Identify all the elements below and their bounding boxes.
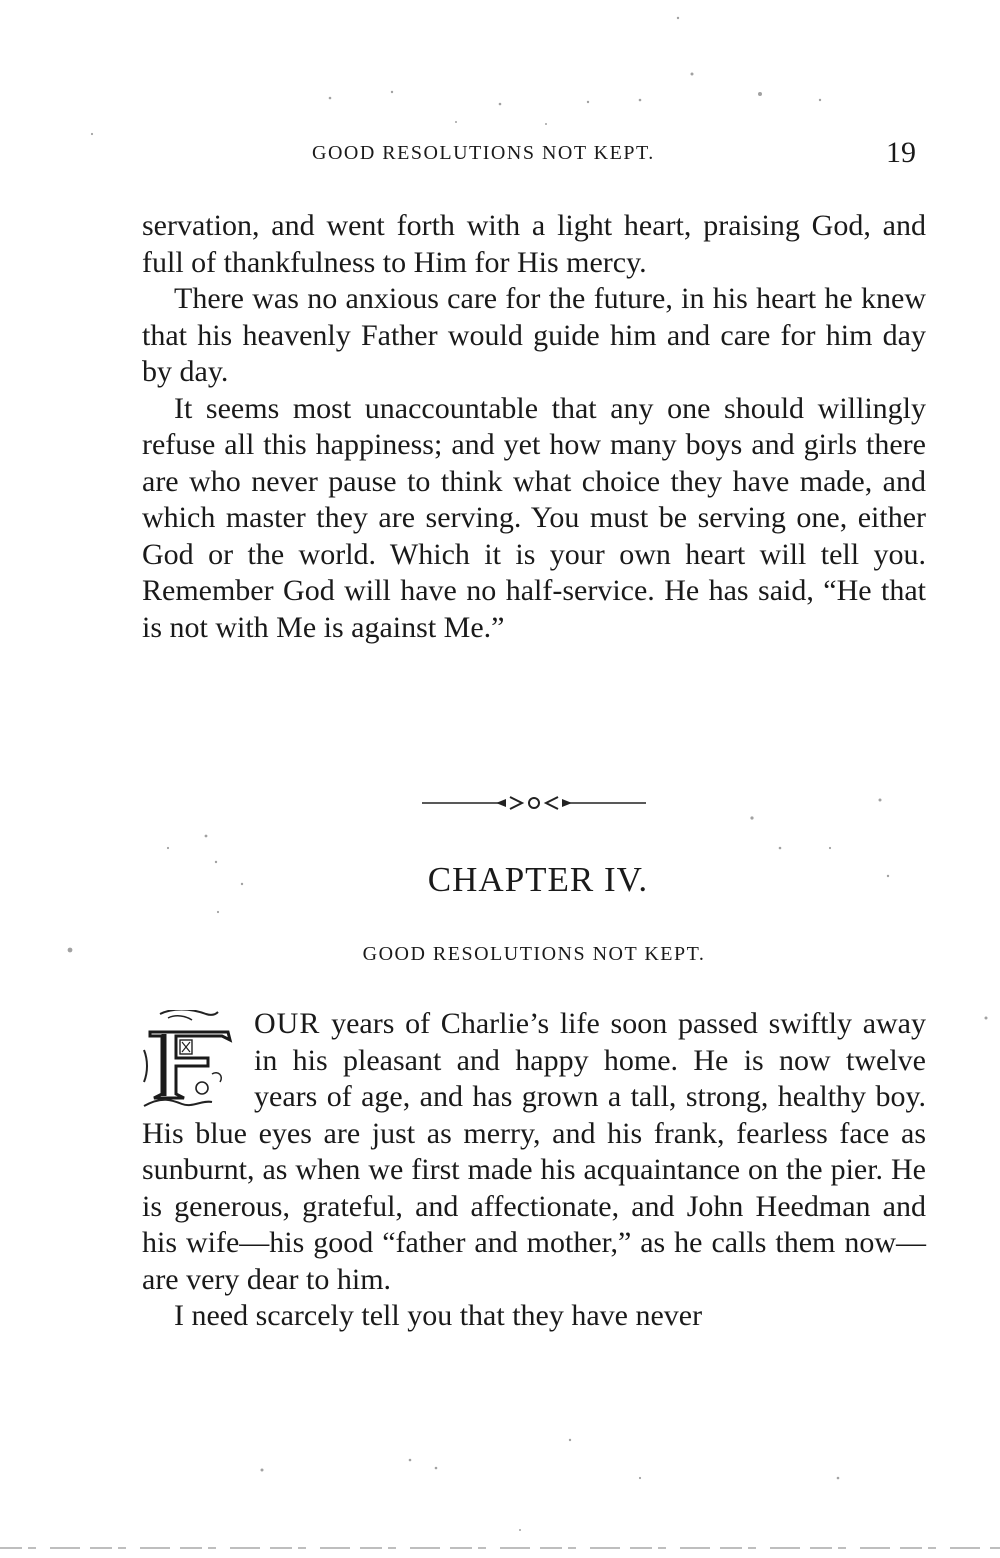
paragraph: servation, and went forth with a light heart, praising God, and full of thankfulness to Him for His mercy. — [142, 209, 926, 279]
opening-paragraph — [142, 1006, 926, 1298]
paragraph: There was no anxious care for the future, in his heart he knew that his heavenly Father would guide him and care for him day by day. — [142, 282, 926, 388]
chapter-subtitle: GOOD RESOLUTIONS NOT KEPT. — [362, 943, 706, 965]
paragraph: I need scarcely tell you that they have never — [174, 1299, 703, 1332]
running-head: GOOD RESOLUTIONS NOT KEPT. — [312, 142, 655, 164]
section-two-text — [142, 1006, 926, 1335]
ornamental-dropcap-icon — [142, 1010, 246, 1110]
page-number: 19 — [886, 136, 916, 169]
section-one-text — [142, 208, 926, 646]
chapter-ornament — [422, 791, 646, 815]
paragraph: It seems most unaccountable that any one should willingly refuse all this happiness; and yet how many boys and girls there are who never pause to think what choice they have made, and which master they are serving. You must be serving one, either God or the world. Which it is your own heart will tell you. Remember God will have no half-service. He has said, “He that is not with Me is against Me.” — [142, 391, 926, 644]
chapter-title: CHAPTER IV. — [427, 860, 649, 899]
first-word-rest: OUR — [254, 1007, 321, 1040]
opening-paragraph-text: years of Charlie’s life soon passed swiftly away in his pleasant and happy home. He is now twelve years of age, and has grown a tall, strong, healthy boy. His blue eyes are just as merry, and his frank, fearless face as sunburnt, as when we first made his acquaintance on the pier. He is generous, grateful, and affectionate, and John Heedman and his wife—his good “father and mother,” as he calls them now—are very dear to him. — [142, 1007, 926, 1296]
